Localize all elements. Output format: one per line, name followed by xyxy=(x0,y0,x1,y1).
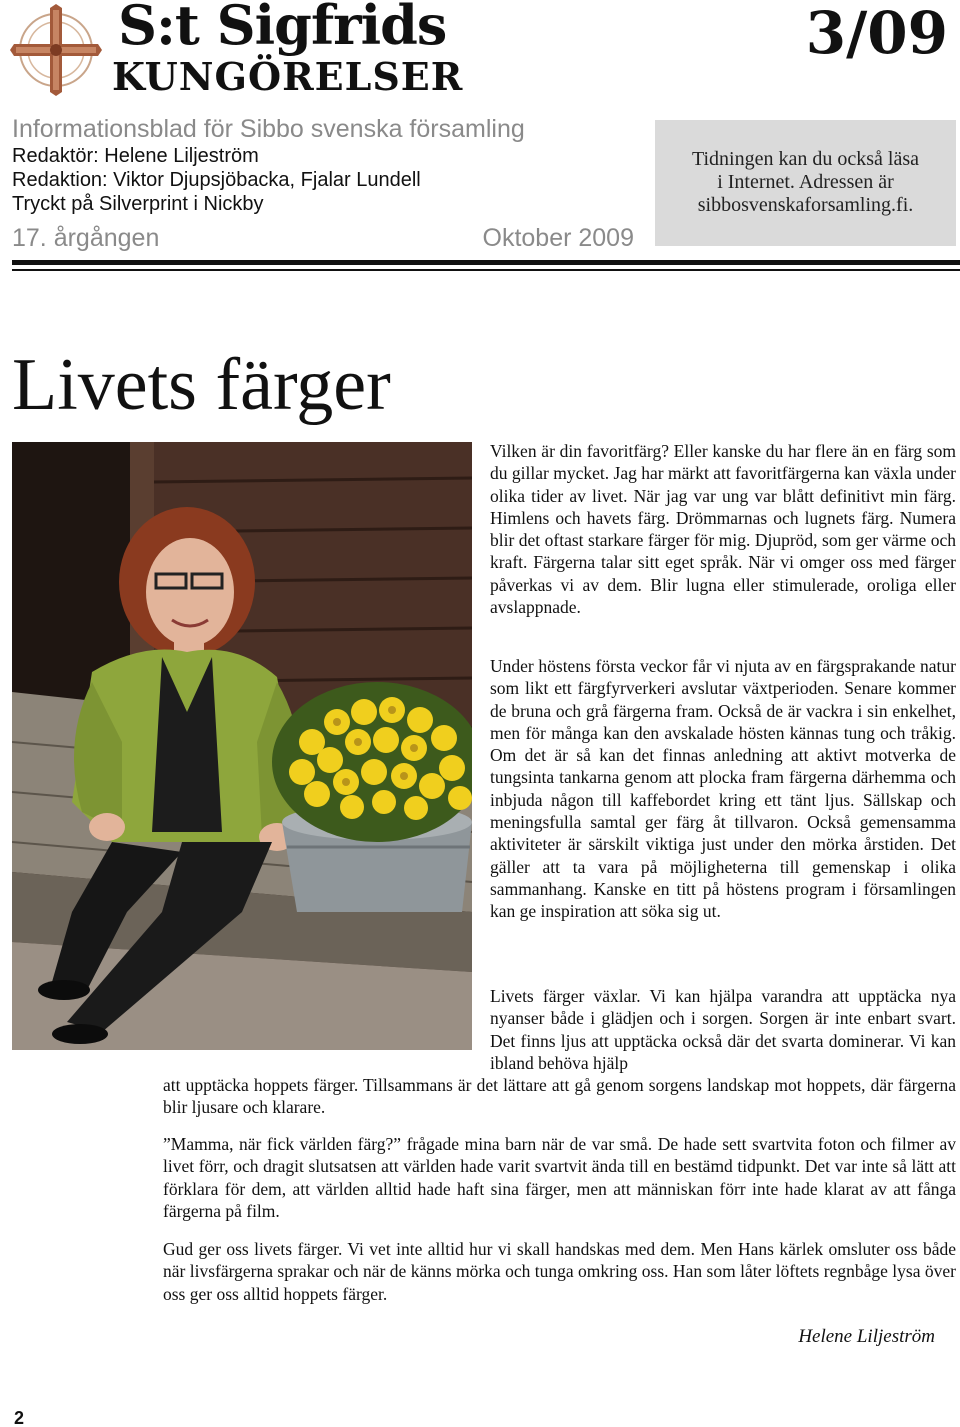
volume-date-row xyxy=(12,224,634,253)
publication-info xyxy=(12,114,642,216)
printer-line: Tryckt på Silverprint i Nickby xyxy=(12,193,264,215)
article-paragraph: Under höstens första veckor får vi njuta av en färgsprakande natur som likt ett färgfyrverkeri avslutar växtperioden. Senare kommer de bruna och grå färgerna fram. Också de är vackra i sin enkelhet, men för många kan den avskalade hösten kännas tung och tråkig. Om det är så kan det finnas anledning att aktivt motverka de tungsinta tankarna genom att plocka fram färgerna därhemma och inbjuda någon till kaffebordet kring ett tänt ljus. Sällskap och meningsfulla samtal ger färg åt tillvaron. Också gemensamma aktiviteter är särskilt viktiga just under den mörka årstiden. Det gäller att ta vara på möjligheterna till gemenskap i olika sammanhang. Kanske en titt på höstens program i församlingen kan ge inspiration att söka sig ut. xyxy=(490,656,956,922)
web-notice-box xyxy=(655,120,956,246)
masthead-title: S:t Sigfrids xyxy=(118,0,447,57)
article-paragraph: Gud ger oss livets färger. Vi vet inte alltid hur vi skall handskas med dem. Men Hans kärlek omsluter oss både när livsfärgerna sprakar och när de känns mörka och tunga omkring oss. Han som låter löftets regnbåge lysa över oss ger oss alltid hoppets färger. xyxy=(163,1239,956,1304)
page-number: 2 xyxy=(14,1408,25,1427)
web-notice-line: i Internet. Adressen är xyxy=(717,171,894,193)
editor-line: Redaktör: Helene Liljeström xyxy=(12,145,259,167)
article-headline: Livets färger xyxy=(12,344,391,426)
staff-line: Redaktion: Viktor Djupsjöbacka, Fjalar Lundell xyxy=(12,169,421,191)
masthead-subtitle: KUNGÖRELSER xyxy=(112,54,464,99)
publication-title: Informationsblad för Sibbo svenska församling xyxy=(12,115,525,143)
article-photo xyxy=(12,442,472,1050)
volume-label: 17. årgången xyxy=(12,224,160,252)
web-notice-url: sibbosvenskaforsamling.fi. xyxy=(697,194,914,216)
issue-number: 3/09 xyxy=(805,0,948,67)
header-divider xyxy=(12,260,960,265)
web-notice-line: Tidningen kan du också läsa xyxy=(691,148,919,170)
article-paragraph: Livets färger växlar. Vi kan hjälpa varandra att upptäcka nya nyanser både i glädjen och i sorgen. Sorgen är inte enbart svart. Det finns ljus att upptäcka också där det svarta dominerar. Vi kan ibland behöva hjälp xyxy=(490,986,956,1073)
article-paragraph: Vilken är din favoritfärg? Eller kanske du har flere än en färg som du gillar mycket. Jag har märkt att favoritfärgerna kan växla under olika tider av livet. När jag var ung var blått definitivt min färg. Himlens och havets färg. Drömmarnas och lugnets färg. Numera blir det oftast starkare färger för mig. Djupröd, som ger värme och kraft. Färgerna talar sitt eget språk. När vi omger oss med färger påverkas vi av dem. Blir lugna eller stimulerade, oroliga eller avslappnade. xyxy=(490,441,956,618)
parish-cross-logo-icon xyxy=(10,4,102,96)
article-paragraph: ”Mamma, när fick världen färg?” frågade mina barn när de var små. De hade sett svartvita foton och filmer av livet förr, och dragit slutsatsen att världen hade varit svartvit ända till en bestämd tidpunkt. Det var inte så lätt att förklara för dem, att världen alltid hade haft sina färger, men att människan förr inte hade klarat av att fånga färgerna på film. xyxy=(163,1134,956,1221)
article-paragraph-continued: att upptäcka hoppets färger. Tillsammans är det lättare att gå genom sorgens landskap mot hoppets, där färgerna blir ljusare och klarare. xyxy=(163,1075,956,1118)
author-signature: Helene Liljeström xyxy=(798,1326,935,1347)
issue-date: Oktober 2009 xyxy=(482,224,634,252)
header-divider-thin xyxy=(12,269,960,271)
